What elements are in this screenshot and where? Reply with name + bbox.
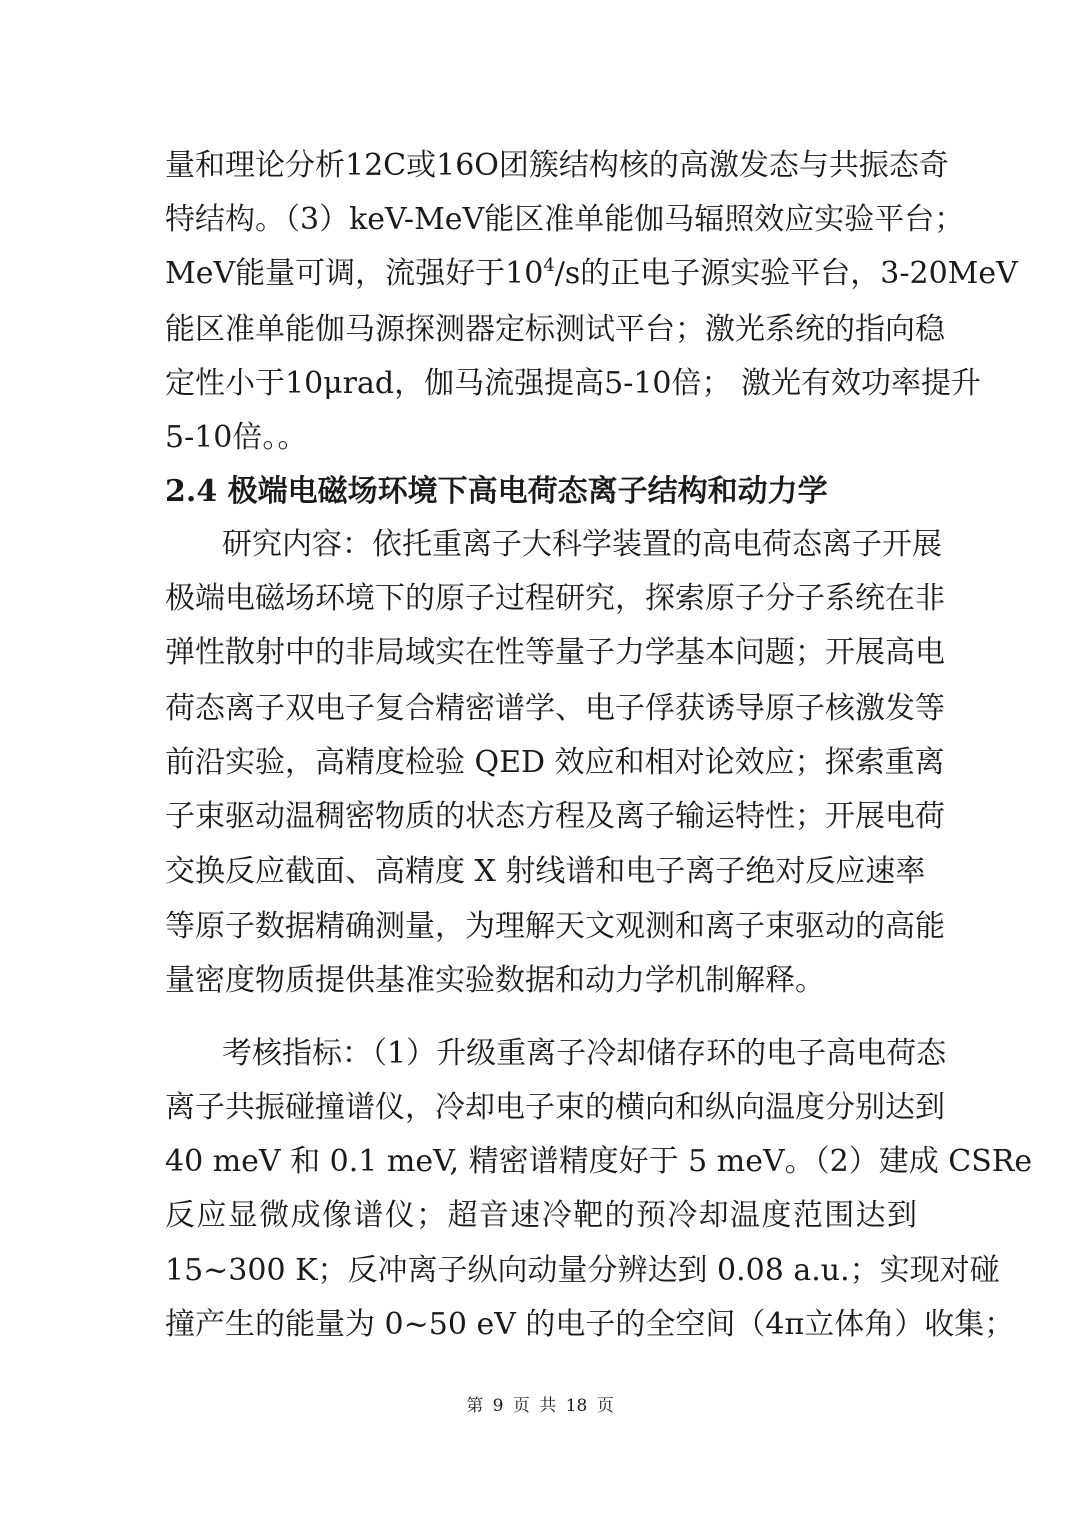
paragraph3-line4: 反应显微成像谱仪；超音速冷靶的预冷却温度范围达到 xyxy=(165,1198,917,1233)
paragraph2-line8: 等原子数据精确测量，为理解天文观测和离子束驱动的高能 xyxy=(165,909,945,944)
section-heading: 2.4 极端电磁场环境下高电荷态离子结构和动力学 xyxy=(165,474,828,509)
paragraph1-line1: 量和理论分析12C或16O团簇结构核的高激发态与共振态奇 xyxy=(165,148,949,183)
paragraph2-line9: 量密度物质提供基准实验数据和动力学机制解释。 xyxy=(165,963,825,998)
paragraph3-line1: 考核指标：（1）升级重离子冷却储存环的电子高电荷态 xyxy=(222,1036,947,1071)
paragraph1-line3-part1: MeV能量可调，流强好于10 xyxy=(165,256,544,291)
paragraph1-line3 xyxy=(165,254,1018,294)
paragraph1-line4: 能区准单能伽马源探测器定标测试平台；激光系统的指向稳 xyxy=(165,312,945,347)
superscript-exponent: 4 xyxy=(543,255,555,276)
paragraph1-line5: 定性小于10μrad，伽马流强提高5-10倍； 激光有效功率提升 xyxy=(165,366,982,401)
paragraph1-line3-part2: /s的正电子源实验平台，3-20MeV xyxy=(554,256,1018,291)
paragraph2-line6: 子束驱动温稠密物质的状态方程及离子输运特性；开展电荷 xyxy=(165,799,945,834)
paragraph3-line6: 撞产生的能量为 0~50 eV 的电子的全空间（4π立体角）收集； xyxy=(165,1307,1015,1342)
paragraph2-line4: 荷态离子双电子复合精密谱学、电子俘获诱导原子核激发等 xyxy=(165,691,945,726)
paragraph1-line6: 5-10倍。。 xyxy=(165,420,308,455)
paragraph3-line5: 15~300 K；反冲离子纵向动量分辨达到 0.08 a.u.；实现对碰 xyxy=(165,1253,1000,1288)
paragraph3-line3: 40 meV 和 0.1 meV, 精密谱精度好于 5 meV。（2）建成 CSRe xyxy=(165,1144,1033,1179)
paragraph3-line2: 离子共振碰撞谱仪，冷却电子束的横向和纵向温度分别达到 xyxy=(165,1090,945,1125)
page-footer: 第 9 页 共 18 页 xyxy=(466,1396,614,1416)
paragraph1-line2: 特结构。（3）keV-MeV能区准单能伽马辐照效应实验平台； xyxy=(165,202,965,237)
paragraph2-line5: 前沿实验，高精度检验 QED 效应和相对论效应；探索重离 xyxy=(165,745,945,780)
paragraph2-line7: 交换反应截面、高精度 X 射线谱和电子离子绝对反应速率 xyxy=(165,854,926,889)
paragraph2-line3: 弹性散射中的非局域实在性等量子力学基本问题；开展高电 xyxy=(165,635,945,670)
paragraph2-line1: 研究内容：依托重离子大科学装置的高电荷态离子开展 xyxy=(222,527,942,562)
paragraph2-line2: 极端电磁场环境下的原子过程研究，探索原子分子系统在非 xyxy=(165,581,945,616)
